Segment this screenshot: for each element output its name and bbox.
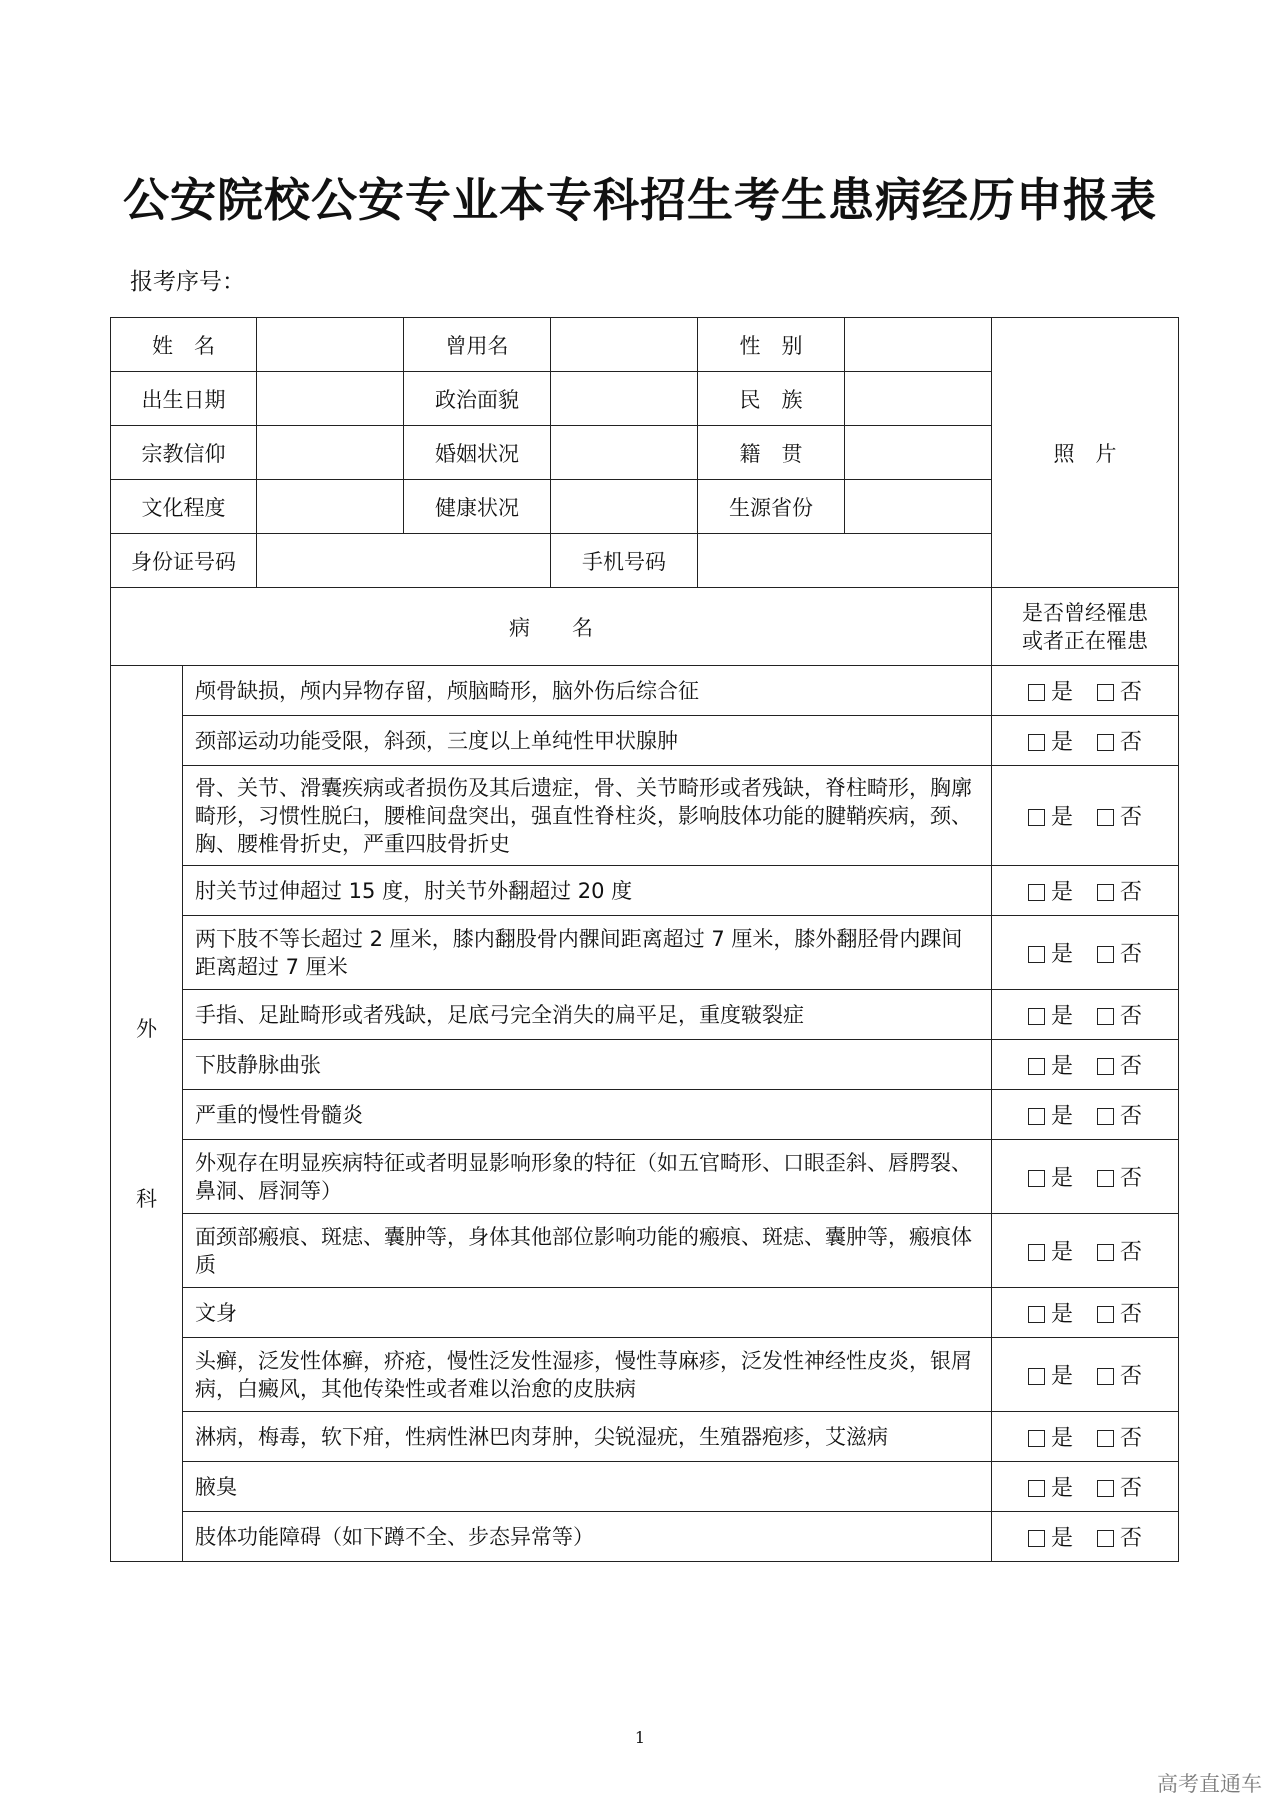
answer-header-line1: 是否曾经罹患: [1022, 600, 1148, 625]
disease-row: [111, 866, 1179, 916]
checkbox-icon[interactable]: [1028, 684, 1045, 701]
disease-name: 手指、足趾畸形或者残缺，足底弓完全消失的扁平足，重度皲裂症: [183, 990, 992, 1040]
disease-name: 腋臭: [183, 1462, 992, 1512]
page-number: 1: [634, 1728, 646, 1747]
serial-number-label: 报考序号：: [130, 269, 245, 295]
yes-label: 是: [1050, 1526, 1073, 1551]
checkbox-icon[interactable]: [1097, 734, 1114, 751]
answer-options: [992, 766, 1179, 866]
answer-options: [992, 1090, 1179, 1140]
answer-options: [992, 1512, 1179, 1562]
yes-label: 是: [1050, 805, 1073, 830]
section-surgery: [111, 666, 183, 1562]
education-field[interactable]: [257, 480, 404, 534]
answer-options: [992, 666, 1179, 716]
checkbox-icon[interactable]: [1028, 1058, 1045, 1075]
yes-label: 是: [1050, 1364, 1073, 1389]
disease-row: [111, 1512, 1179, 1562]
checkbox-icon[interactable]: [1097, 1244, 1114, 1261]
disease-name: 外观存在明显疾病特征或者明显影响形象的特征（如五官畸形、口眼歪斜、唇腭裂、鼻洞、唇洞等）: [183, 1140, 992, 1214]
disease-row: [111, 916, 1179, 990]
no-label: 否: [1120, 942, 1143, 967]
disease-name: 颈部运动功能受限，斜颈，三度以上单纯性甲状腺肿: [183, 716, 992, 766]
yes-option[interactable]: [1028, 1421, 1073, 1452]
disease-row: [111, 1338, 1179, 1412]
disease-row: [111, 666, 1179, 716]
disease-row: [111, 716, 1179, 766]
checkbox-icon[interactable]: [1028, 1368, 1045, 1385]
no-label: 否: [1120, 1526, 1143, 1551]
answer-options: [992, 990, 1179, 1040]
no-option[interactable]: [1097, 725, 1142, 756]
political-status-label: 政治面貌: [404, 372, 551, 426]
no-option[interactable]: [1097, 875, 1142, 906]
checkbox-icon[interactable]: [1028, 1530, 1045, 1547]
yes-label: 是: [1050, 730, 1073, 755]
yes-label: 是: [1050, 1240, 1073, 1265]
answer-options: [992, 1214, 1179, 1288]
checkbox-icon[interactable]: [1097, 946, 1114, 963]
yes-label: 是: [1050, 1104, 1073, 1129]
no-option[interactable]: [1097, 1421, 1142, 1452]
yes-option[interactable]: [1028, 1235, 1073, 1266]
yes-option[interactable]: [1028, 999, 1073, 1030]
disease-row: [111, 990, 1179, 1040]
watermark: 高考直通车: [1157, 1772, 1262, 1796]
page-title: 公安院校公安专业本专科招生考生患病经历申报表: [123, 173, 1157, 227]
checkbox-icon[interactable]: [1097, 1430, 1114, 1447]
marital-status-field[interactable]: [551, 426, 698, 480]
birth-date-label: 出生日期: [111, 372, 257, 426]
phone-label: 手机号码: [551, 534, 698, 588]
yes-option[interactable]: [1028, 1049, 1073, 1080]
no-label: 否: [1120, 1302, 1143, 1327]
no-option[interactable]: [1097, 1471, 1142, 1502]
disease-name: 严重的慢性骨髓炎: [183, 1090, 992, 1140]
disease-row: [111, 1412, 1179, 1462]
disease-row: [111, 1288, 1179, 1338]
disease-name-header: 病 名: [111, 588, 992, 666]
no-label: 否: [1120, 1166, 1143, 1191]
religion-label: 宗教信仰: [111, 426, 257, 480]
checkbox-icon[interactable]: [1028, 1108, 1045, 1125]
checkbox-icon[interactable]: [1028, 1306, 1045, 1323]
birth-date-field[interactable]: [257, 372, 404, 426]
checkbox-icon[interactable]: [1097, 1008, 1114, 1025]
section-gap: [111, 1044, 182, 1184]
checkbox-icon[interactable]: [1097, 884, 1114, 901]
no-option[interactable]: [1097, 675, 1142, 706]
checkbox-icon[interactable]: [1028, 734, 1045, 751]
disease-name: 颅骨缺损，颅内异物存留，颅脑畸形，脑外伤后综合征: [183, 666, 992, 716]
name-label: 姓 名: [111, 318, 257, 372]
health-label: 健康状况: [404, 480, 551, 534]
section-char-ke: 科: [136, 1186, 157, 1211]
yes-option[interactable]: [1028, 725, 1073, 756]
no-option[interactable]: [1097, 1521, 1142, 1552]
section-char-wai: 外: [136, 1016, 157, 1041]
political-status-field[interactable]: [551, 372, 698, 426]
disease-name: 两下肢不等长超过 2 厘米，膝内翻股骨内髁间距离超过 7 厘米，膝外翻胫骨内踝间距离超过 7 厘米: [183, 916, 992, 990]
yes-option[interactable]: [1028, 875, 1073, 906]
answer-header: [992, 588, 1179, 666]
no-label: 否: [1120, 1004, 1143, 1029]
no-label: 否: [1120, 1364, 1143, 1389]
no-option[interactable]: [1097, 937, 1142, 968]
native-place-label: 籍 贯: [698, 426, 845, 480]
source-province-field[interactable]: [845, 480, 992, 534]
no-label: 否: [1120, 1476, 1143, 1501]
checkbox-icon[interactable]: [1028, 884, 1045, 901]
checkbox-icon[interactable]: [1097, 684, 1114, 701]
id-number-field[interactable]: [257, 534, 551, 588]
education-label: 文化程度: [111, 480, 257, 534]
yes-option[interactable]: [1028, 1161, 1073, 1192]
checkbox-icon[interactable]: [1028, 1170, 1045, 1187]
yes-label: 是: [1050, 1054, 1073, 1079]
source-province-label: 生源省份: [698, 480, 845, 534]
answer-options: [992, 1288, 1179, 1338]
yes-label: 是: [1050, 1166, 1073, 1191]
photo-box[interactable]: 照 片: [992, 318, 1179, 588]
yes-option[interactable]: [1028, 1297, 1073, 1328]
yes-option[interactable]: [1028, 937, 1073, 968]
health-field[interactable]: [551, 480, 698, 534]
native-place-field[interactable]: [845, 426, 992, 480]
disease-name: 肘关节过伸超过 15 度，肘关节外翻超过 20 度: [183, 866, 992, 916]
checkbox-icon[interactable]: [1097, 1368, 1114, 1385]
disease-name: 面颈部瘢痕、斑痣、囊肿等，身体其他部位影响功能的瘢痕、斑痣、囊肿等，瘢痕体质: [183, 1214, 992, 1288]
checkbox-icon[interactable]: [1028, 946, 1045, 963]
no-option[interactable]: [1097, 1235, 1142, 1266]
disease-row: [111, 1090, 1179, 1140]
yes-label: 是: [1050, 1302, 1073, 1327]
disease-name: 肢体功能障碍（如下蹲不全、步态异常等）: [183, 1512, 992, 1562]
checkbox-icon[interactable]: [1028, 1480, 1045, 1497]
marital-status-label: 婚姻状况: [404, 426, 551, 480]
no-label: 否: [1120, 880, 1143, 905]
answer-options: [992, 1040, 1179, 1090]
no-option[interactable]: [1097, 1297, 1142, 1328]
yes-label: 是: [1050, 942, 1073, 967]
checkbox-icon[interactable]: [1028, 1008, 1045, 1025]
yes-label: 是: [1050, 1426, 1073, 1451]
ethnicity-label: 民 族: [698, 372, 845, 426]
checkbox-icon[interactable]: [1028, 1430, 1045, 1447]
application-form-table: [110, 317, 1179, 1562]
former-name-label: 曾用名: [404, 318, 551, 372]
checkbox-icon[interactable]: [1097, 1170, 1114, 1187]
disease-row: [111, 1140, 1179, 1214]
no-label: 否: [1120, 1426, 1143, 1451]
yes-option[interactable]: [1028, 800, 1073, 831]
yes-label: 是: [1050, 880, 1073, 905]
checkbox-icon[interactable]: [1097, 1480, 1114, 1497]
checkbox-icon[interactable]: [1028, 809, 1045, 826]
no-label: 否: [1120, 730, 1143, 755]
yes-label: 是: [1050, 1476, 1073, 1501]
disease-list: [111, 666, 1179, 1562]
disease-row: [111, 1040, 1179, 1090]
no-option[interactable]: [1097, 1161, 1142, 1192]
checkbox-icon[interactable]: [1097, 1530, 1114, 1547]
answer-options: [992, 716, 1179, 766]
yes-option[interactable]: [1028, 1359, 1073, 1390]
phone-field[interactable]: [698, 534, 992, 588]
disease-row: [111, 1462, 1179, 1512]
answer-options: [992, 866, 1179, 916]
checkbox-icon[interactable]: [1097, 809, 1114, 826]
disease-name: 下肢静脉曲张: [183, 1040, 992, 1090]
religion-field[interactable]: [257, 426, 404, 480]
yes-option[interactable]: [1028, 1471, 1073, 1502]
no-option[interactable]: [1097, 999, 1142, 1030]
yes-option[interactable]: [1028, 1521, 1073, 1552]
checkbox-icon[interactable]: [1097, 1058, 1114, 1075]
answer-options: [992, 1338, 1179, 1412]
disease-name: 骨、关节、滑囊疾病或者损伤及其后遗症，骨、关节畸形或者残缺，脊柱畸形，胸廓畸形，习惯性脱臼，腰椎间盘突出，强直性脊柱炎，影响肢体功能的腱鞘疾病，颈、胸、腰椎骨折史，严重四肢骨折史: [183, 766, 992, 866]
checkbox-icon[interactable]: [1028, 1244, 1045, 1261]
checkbox-icon[interactable]: [1097, 1306, 1114, 1323]
disease-name: 淋病，梅毒，软下疳，性病性淋巴肉芽肿，尖锐湿疣，生殖器疱疹，艾滋病: [183, 1412, 992, 1462]
no-label: 否: [1120, 680, 1143, 705]
checkbox-icon[interactable]: [1097, 1108, 1114, 1125]
no-label: 否: [1120, 1240, 1143, 1265]
name-field[interactable]: [257, 318, 404, 372]
no-label: 否: [1120, 805, 1143, 830]
answer-options: [992, 1462, 1179, 1512]
no-option[interactable]: [1097, 1049, 1142, 1080]
yes-option[interactable]: [1028, 675, 1073, 706]
disease-name: 文身: [183, 1288, 992, 1338]
id-number-label: 身份证号码: [111, 534, 257, 588]
answer-header-line2: 或者正在罹患: [1022, 628, 1148, 653]
disease-row: [111, 766, 1179, 866]
no-option[interactable]: [1097, 1099, 1142, 1130]
gender-field[interactable]: [845, 318, 992, 372]
no-label: 否: [1120, 1104, 1143, 1129]
no-label: 否: [1120, 1054, 1143, 1079]
answer-options: [992, 1412, 1179, 1462]
yes-label: 是: [1050, 680, 1073, 705]
gender-label: 性 别: [698, 318, 845, 372]
former-name-field[interactable]: [551, 318, 698, 372]
ethnicity-field[interactable]: [845, 372, 992, 426]
no-option[interactable]: [1097, 800, 1142, 831]
yes-option[interactable]: [1028, 1099, 1073, 1130]
no-option[interactable]: [1097, 1359, 1142, 1390]
disease-name: 头癣，泛发性体癣，疥疮，慢性泛发性湿疹，慢性荨麻疹，泛发性神经性皮炎，银屑病，白癜风，其他传染性或者难以治愈的皮肤病: [183, 1338, 992, 1412]
answer-options: [992, 1140, 1179, 1214]
yes-label: 是: [1050, 1004, 1073, 1029]
disease-row: [111, 1214, 1179, 1288]
answer-options: [992, 916, 1179, 990]
